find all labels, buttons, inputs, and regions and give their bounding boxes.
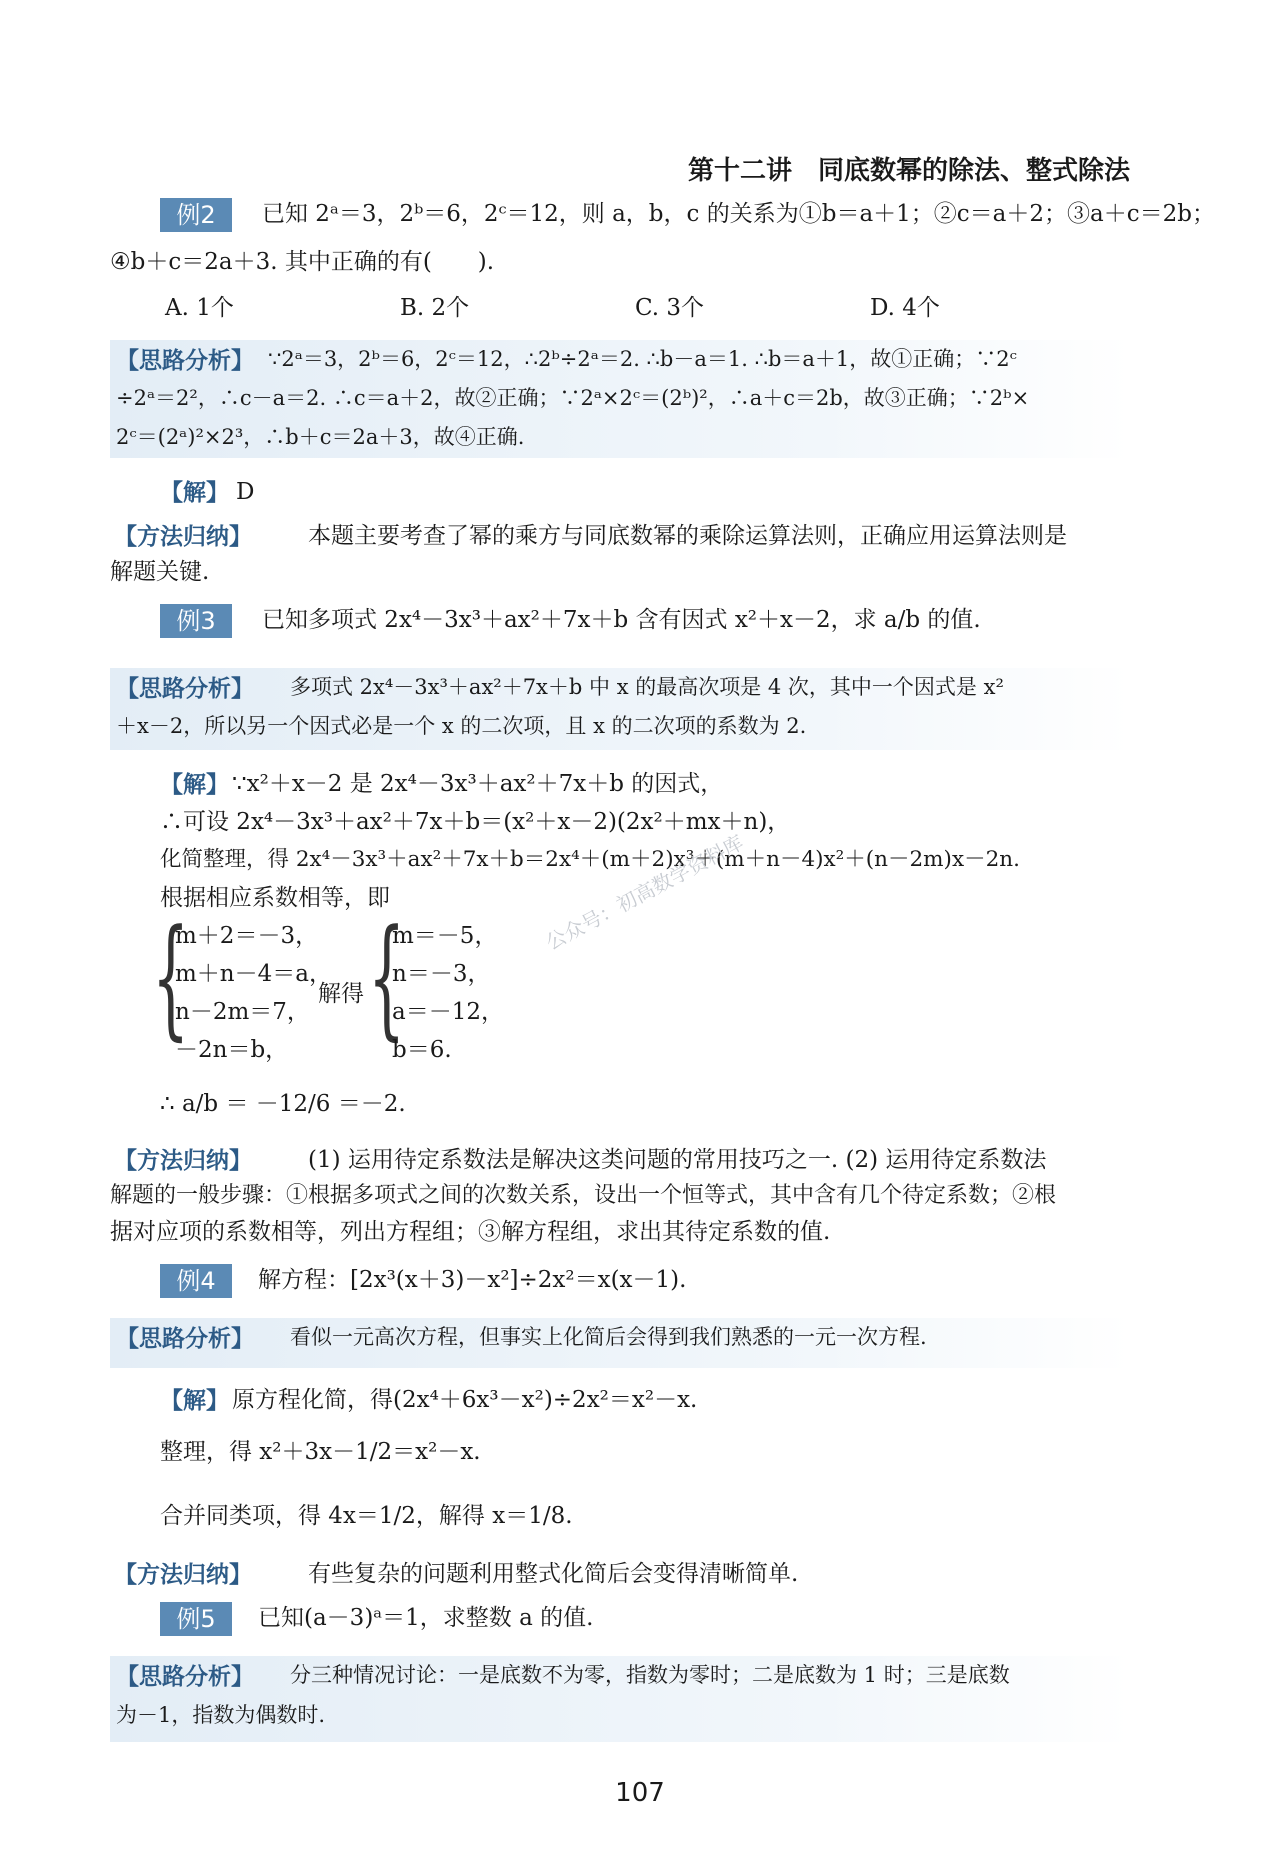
ex2-analysis-tag: 【思路分析】 [116,347,254,374]
ex5-analysis-line1: 分三种情况讨论：一是底数不为零，指数为零时；二是底数为 1 时；三是底数 [290,1663,1010,1687]
ex2-method-line2: 解题关键. [110,559,210,585]
ex3-sol-line3: 化简整理，得 2x⁴－3x³＋ax²＋7x＋b＝2x⁴＋(m＋2)x³＋(m＋n－4)x²＋(n－2m)x－2n. [160,847,1020,872]
ex4-method-tag: 【方法归纳】 [114,1561,252,1588]
ex3-result: ∴ a/b ＝ －12/6 ＝－2. [160,1091,406,1117]
ex2-solution-tag: 【解】 [160,479,229,506]
sys-left-3: n－2m＝7， [175,999,310,1025]
page-number: 107 [615,1778,665,1808]
ex3-analysis-line1: 多项式 2x⁴－3x³＋ax²＋7x＋b 中 x 的最高次项是 4 次，其中一个因式是 x² [290,675,1004,699]
ex3-method-line1: (1) 运用待定系数法是解决这类问题的常用技巧之一. (2) 运用待定系数法 [308,1147,1047,1173]
example-4-badge: 例4 [160,1264,232,1298]
ex2-option-a: A. 1个 [165,295,234,321]
ex3-sol-line1: ∵x²＋x－2 是 2x⁴－3x³＋ax²＋7x＋b 的因式， [232,771,724,797]
ex5-analysis-line2: 为－1，指数为偶数时. [116,1703,326,1727]
sys-right-4: b＝6. [392,1037,452,1063]
left-brace: { [152,901,190,1053]
ex5-stem: 已知(a－3)ᵃ＝1，求整数 a 的值. [258,1605,594,1631]
ex5-analysis-tag: 【思路分析】 [116,1663,254,1690]
ex2-stem-line2: ④b＋c＝2a＋3. 其中正确的有( ). [110,249,495,275]
ex4-sol-line2: 整理，得 x²＋3x－1/2＝x²－x. [160,1439,481,1465]
ex4-analysis: 看似一元高次方程，但事实上化简后会得到我们熟悉的一元一次方程. [290,1325,927,1349]
example-2-badge: 例2 [160,198,232,232]
ex2-method-line1: 本题主要考查了幂的乘方与同底数幂的乘除运算法则，正确应用运算法则是 [308,523,1067,549]
solve-word: 解得 [318,981,364,1007]
ex4-solution-tag: 【解】 [160,1387,229,1414]
sys-left-1: m＋2＝－3， [175,923,319,949]
right-brace: { [368,901,406,1053]
ex2-analysis-line1: ∵2ᵃ＝3，2ᵇ＝6，2ᶜ＝12，∴2ᵇ÷2ᵃ＝2. ∴b－a＝1. ∴b＝a＋1，故①正确；∵2ᶜ [268,347,1017,371]
ex2-solution: D [236,479,255,505]
ex3-sol-line2: ∴可设 2x⁴－3x³＋ax²＋7x＋b＝(x²＋x－2)(2x²＋mx＋n)， [160,809,791,835]
ex2-option-b: B. 2个 [400,295,470,321]
ex2-option-c: C. 3个 [635,295,705,321]
sys-left-4: －2n＝b， [175,1037,289,1063]
ex3-method-line2: 解题的一般步骤：①根据多项式之间的次数关系，设出一个恒等式，其中含有几个待定系数；②根 [110,1183,1057,1208]
ex4-stem: 解方程：[2x³(x＋3)－x²]÷2x²＝x(x－1). [258,1267,687,1293]
ex2-analysis-line2: ÷2ᵃ＝2²，∴c－a＝2. ∴c＝a＋2，故②正确；∵2ᵃ×2ᶜ＝(2ᵇ)²，∴a＋c＝2b，故③正确；∵2ᵇ× [116,386,1030,410]
sys-left-2: m＋n－4＝a， [175,961,332,987]
chapter-header: 第十二讲 同底数幂的除法、整式除法 [687,156,1130,186]
ex2-analysis-line3: 2ᶜ＝(2ᵃ)²×2³，∴b＋c＝2a＋3，故④正确. [116,425,525,449]
ex3-analysis-tag: 【思路分析】 [116,675,254,702]
ex3-method-line3: 据对应项的系数相等，列出方程组；③解方程组，求出其待定系数的值. [110,1219,831,1245]
ex3-solution-tag: 【解】 [160,771,229,798]
watermark: 公众号：初高数学资料库 [541,830,748,955]
sys-right-3: a＝－12， [392,999,504,1025]
ex2-stem-line1: 已知 2ᵃ＝3，2ᵇ＝6，2ᶜ＝12，则 a，b，c 的关系为①b＝a＋1；②c＝a＋2；③a＋c＝2b； [262,201,1215,227]
ex3-sol-line4: 根据相应系数相等，即 [160,885,390,911]
ex3-method-tag: 【方法归纳】 [114,1147,252,1174]
ex4-analysis-tag: 【思路分析】 [116,1325,254,1352]
ex4-sol-line1: 原方程化简，得(2x⁴＋6x³－x²)÷2x²＝x²－x. [232,1387,698,1413]
ex2-method-tag: 【方法归纳】 [114,523,252,550]
example-5-badge: 例5 [160,1602,232,1636]
sys-right-2: n＝－3， [392,961,491,987]
ex2-option-d: D. 4个 [870,295,940,321]
sys-right-1: m＝－5， [392,923,498,949]
ex3-stem: 已知多项式 2x⁴－3x³＋ax²＋7x＋b 含有因式 x²＋x－2，求 a/b 的值. [262,607,981,633]
ex4-sol-line3: 合并同类项，得 4x＝1/2，解得 x＝1/8. [160,1503,573,1529]
ex3-analysis-line2: ＋x－2，所以另一个因式必是一个 x 的二次项，且 x 的二次项的系数为 2. [116,714,807,738]
example-3-badge: 例3 [160,604,232,638]
ex4-method: 有些复杂的问题利用整式化简后会变得清晰简单. [308,1561,799,1587]
